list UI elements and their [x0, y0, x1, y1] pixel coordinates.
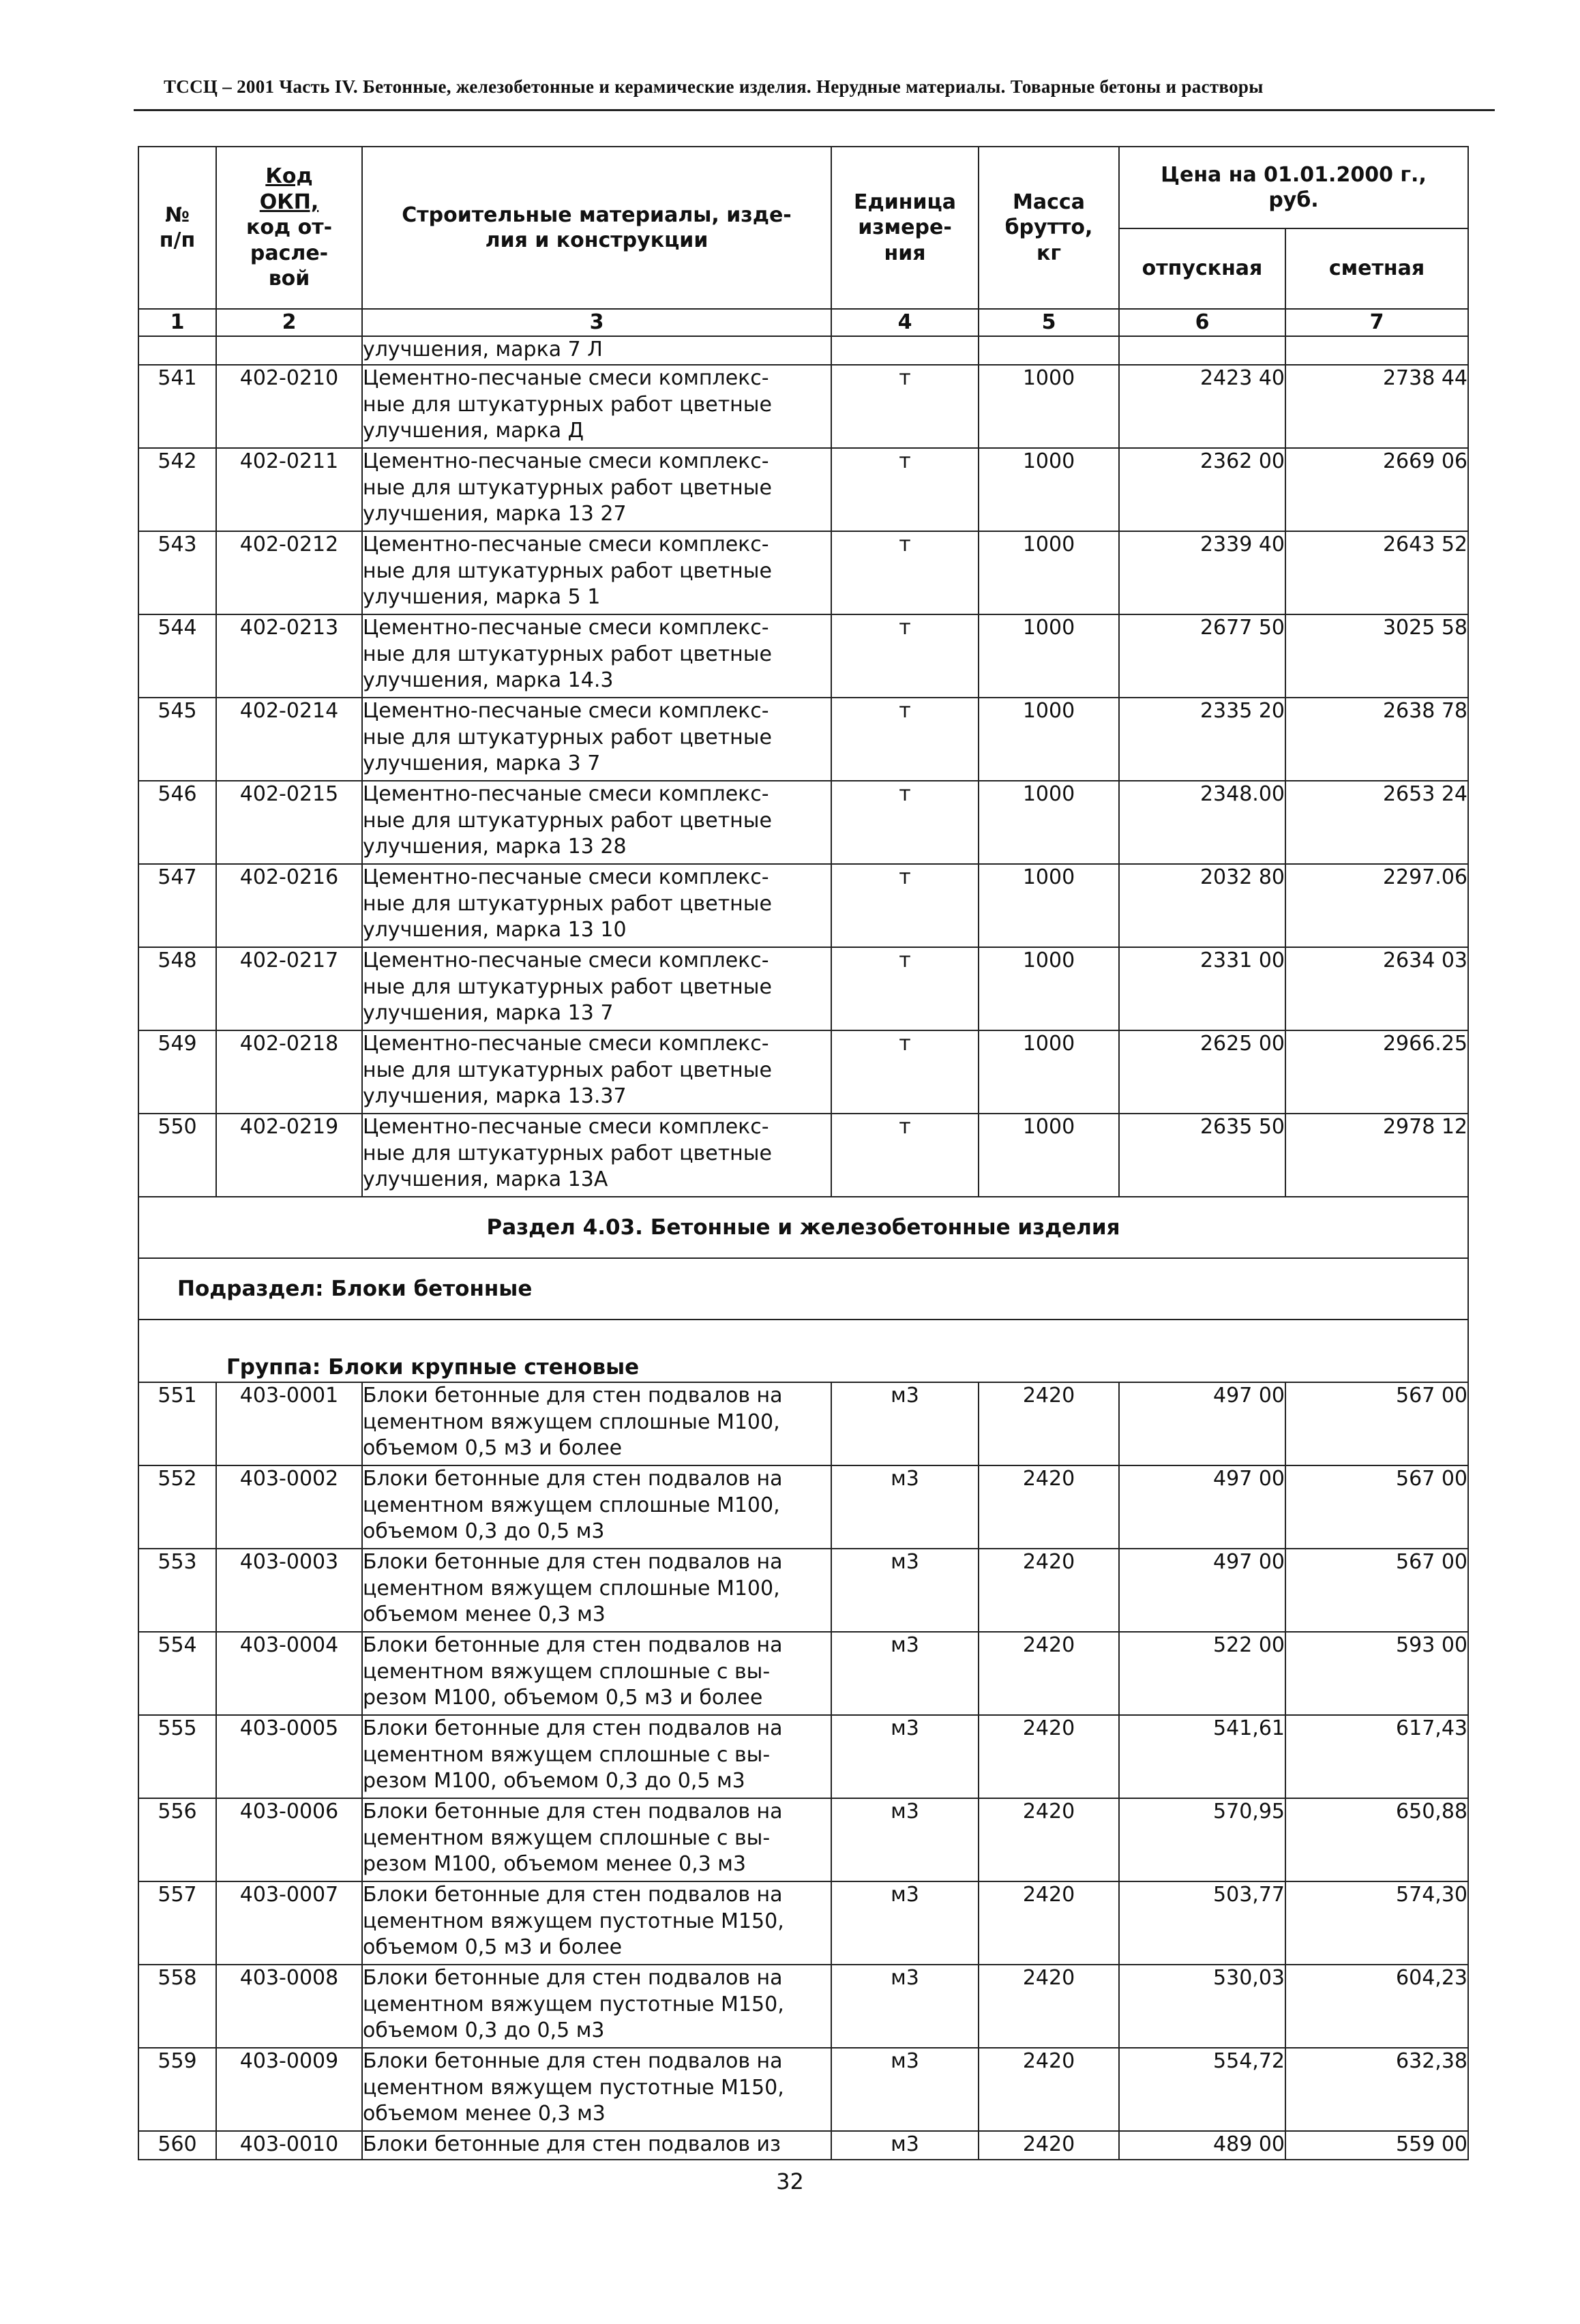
item-name: [362, 1382, 831, 1465]
table-row: [138, 1632, 1468, 1715]
name-line: Цементно-песчаные смеси комплекс-: [363, 699, 769, 723]
gross-mass: 2420: [979, 1632, 1119, 1715]
name-line: улучшения, марка 13А: [363, 1167, 608, 1191]
name-line: ные для штукатурных работ цветные: [363, 974, 772, 999]
item-name: [362, 1549, 831, 1632]
table-row: [138, 1114, 1468, 1197]
estimate-price: 2653 24: [1285, 781, 1468, 864]
okp-code: 403-0004: [216, 1632, 362, 1715]
estimate-price: 2738 44: [1285, 365, 1468, 448]
estimate-price: 650,88: [1285, 1798, 1468, 1881]
table-row: [138, 1715, 1468, 1798]
release-price: 2331 00: [1119, 947, 1285, 1030]
row-number: 546: [138, 781, 216, 864]
okp-code: 403-0001: [216, 1382, 362, 1465]
gross-mass: 2420: [979, 1798, 1119, 1881]
empty-cell: [1285, 336, 1468, 365]
header-num: № п/п: [138, 147, 216, 309]
subsection-title: Подраздел: Блоки бетонные: [138, 1258, 1468, 1320]
unit: т: [831, 947, 979, 1030]
header-price-estimate: сметная: [1285, 228, 1468, 309]
continuation-row: [138, 336, 1468, 365]
name-line: улучшения, марка 3 7: [363, 751, 601, 775]
estimate-price: 567 00: [1285, 1549, 1468, 1632]
row-number: 547: [138, 864, 216, 947]
table-row: [138, 864, 1468, 947]
okp-code: 402-0217: [216, 947, 362, 1030]
row-number: 558: [138, 1965, 216, 2048]
name-line: цементном вяжущем пустотные М150,: [363, 1909, 784, 1933]
okp-code: 403-0006: [216, 1798, 362, 1881]
unit: т: [831, 531, 979, 614]
subsection-title-row: [138, 1258, 1468, 1320]
name-line: цементном вяжущем сплошные с вы-: [363, 1742, 771, 1767]
gross-mass: 2420: [979, 2048, 1119, 2131]
table-row: [138, 698, 1468, 781]
estimate-price: 574,30: [1285, 1881, 1468, 1965]
name-line: улучшения, марка Д: [363, 419, 584, 443]
gross-mass: 1000: [979, 781, 1119, 864]
gross-mass: 2420: [979, 1382, 1119, 1465]
release-price: 2423 40: [1119, 365, 1285, 448]
name-line: Блоки бетонные для стен подвалов на: [363, 1467, 783, 1491]
table-row: [138, 781, 1468, 864]
column-number: 4: [831, 309, 979, 336]
name-line: резом М100, объемом 0,5 м3 и более: [363, 1686, 763, 1710]
estimate-price: 2978 12: [1285, 1114, 1468, 1197]
empty-cell: [216, 336, 362, 365]
row-number: 555: [138, 1715, 216, 1798]
name-line: ные для штукатурных работ цветные: [363, 642, 772, 666]
name-line: ные для штукатурных работ цветные: [363, 1058, 772, 1082]
item-name: [362, 1632, 831, 1715]
name-line: Цементно-песчаные смеси комплекс-: [363, 1032, 769, 1056]
item-name: [362, 614, 831, 698]
okp-code: 402-0218: [216, 1030, 362, 1114]
okp-code: 402-0210: [216, 365, 362, 448]
name-line: Цементно-песчаные смеси комплекс-: [363, 949, 769, 972]
gross-mass: 2420: [979, 2131, 1119, 2160]
item-name: [362, 1881, 831, 1965]
header-mass: Масса брутто, кг: [979, 147, 1119, 309]
name-line: ные для штукатурных работ цветные: [363, 475, 772, 500]
item-name: [362, 1715, 831, 1798]
row-number: 541: [138, 365, 216, 448]
section-title: Раздел 4.03. Бетонные и железобетонные изделия: [138, 1197, 1468, 1258]
unit: м3: [831, 1549, 979, 1632]
okp-code: 402-0213: [216, 614, 362, 698]
row-number: 548: [138, 947, 216, 1030]
name-line: улучшения, марка 13 28: [363, 835, 627, 859]
okp-code: 403-0002: [216, 1465, 362, 1549]
name-line: ные для штукатурных работ цветные: [363, 808, 772, 833]
table-row: [138, 2131, 1468, 2160]
gross-mass: 2420: [979, 1465, 1119, 1549]
gross-mass: 1000: [979, 614, 1119, 698]
okp-code: 403-0003: [216, 1549, 362, 1632]
unit: м3: [831, 1382, 979, 1465]
name-line: цементном вяжущем сплошные с вы-: [363, 1826, 771, 1850]
name-line: Цементно-песчаные смеси комплекс-: [363, 366, 769, 390]
name-line: цементном вяжущем пустотные М150,: [363, 1992, 784, 2016]
name-line: Блоки бетонные для стен подвалов на: [363, 1550, 783, 1574]
estimate-price: 2634 03: [1285, 947, 1468, 1030]
row-number: 556: [138, 1798, 216, 1881]
estimate-price: 3025 58: [1285, 614, 1468, 698]
row-number: 553: [138, 1549, 216, 1632]
name-line: цементном вяжущем сплошные М100,: [363, 1410, 780, 1434]
okp-code: 402-0219: [216, 1114, 362, 1197]
empty-cell: [138, 336, 216, 365]
group-title-row: [138, 1320, 1468, 1382]
gross-mass: 1000: [979, 448, 1119, 531]
table-row: [138, 531, 1468, 614]
release-price: 2348.00: [1119, 781, 1285, 864]
column-number: 1: [138, 309, 216, 336]
header-price-release: отпускная: [1119, 228, 1285, 309]
name-line: Блоки бетонные для стен подвалов на: [363, 1384, 783, 1407]
item-name: [362, 1965, 831, 2048]
column-number: 3: [362, 309, 831, 336]
gross-mass: 1000: [979, 1114, 1119, 1197]
okp-code: 403-0008: [216, 1965, 362, 2048]
row-number: 544: [138, 614, 216, 698]
table-row: [138, 2048, 1468, 2131]
continuation-text: улучшения, марка 7 Л: [362, 336, 831, 365]
name-line: Цементно-песчаные смеси комплекс-: [363, 449, 769, 473]
name-line: улучшения, марка 13.37: [363, 1084, 627, 1108]
item-name: [362, 1798, 831, 1881]
header-name: Строительные материалы, изде- лия и конструкции: [362, 147, 831, 309]
gross-mass: 2420: [979, 1965, 1119, 2048]
name-line: улучшения, марка 13 7: [363, 1001, 614, 1025]
name-line: цементном вяжущем сплошные М100,: [363, 1576, 780, 1600]
row-number: 559: [138, 2048, 216, 2131]
section-title-row: [138, 1197, 1468, 1258]
empty-cell: [979, 336, 1119, 365]
name-line: цементном вяжущем сплошные М100,: [363, 1493, 780, 1517]
gross-mass: 2420: [979, 1715, 1119, 1798]
table-header: [138, 147, 1468, 309]
unit: т: [831, 448, 979, 531]
unit: т: [831, 1114, 979, 1197]
name-line: объемом менее 0,3 м3: [363, 1603, 606, 1626]
name-line: Цементно-песчаные смеси комплекс-: [363, 1115, 769, 1139]
okp-code: 402-0211: [216, 448, 362, 531]
gross-mass: 2420: [979, 1549, 1119, 1632]
unit: т: [831, 781, 979, 864]
release-price: 522 00: [1119, 1632, 1285, 1715]
release-price: 497 00: [1119, 1382, 1285, 1465]
estimate-price: 2643 52: [1285, 531, 1468, 614]
name-line: цементном вяжущем пустотные М150,: [363, 2075, 784, 2100]
table-row: [138, 1382, 1468, 1465]
header-unit: Единица измере- ния: [831, 147, 979, 309]
estimate-price: 567 00: [1285, 1465, 1468, 1549]
release-price: 554,72: [1119, 2048, 1285, 2131]
name-line: резом М100, объемом менее 0,3 м3: [363, 1852, 746, 1876]
column-number: 7: [1285, 309, 1468, 336]
column-number: 6: [1119, 309, 1285, 336]
estimate-price: 617,43: [1285, 1715, 1468, 1798]
release-price: 497 00: [1119, 1549, 1285, 1632]
row-number: 549: [138, 1030, 216, 1114]
row-number: 545: [138, 698, 216, 781]
release-price: 541,61: [1119, 1715, 1285, 1798]
okp-code: 402-0214: [216, 698, 362, 781]
item-name: [362, 781, 831, 864]
row-number: 551: [138, 1382, 216, 1465]
table-row: [138, 1881, 1468, 1965]
gross-mass: 2420: [979, 1881, 1119, 1965]
okp-code: 403-0009: [216, 2048, 362, 2131]
empty-cell: [831, 336, 979, 365]
release-price: 2335 20: [1119, 698, 1285, 781]
name-line: улучшения, марка 13 10: [363, 918, 627, 942]
item-name: [362, 1030, 831, 1114]
item-name: Блоки бетонные для стен подвалов из: [362, 2131, 831, 2160]
table-row: [138, 1549, 1468, 1632]
estimate-price: 567 00: [1285, 1382, 1468, 1465]
unit: м3: [831, 1798, 979, 1881]
unit: м3: [831, 1632, 979, 1715]
row-number: 542: [138, 448, 216, 531]
item-name: [362, 448, 831, 531]
unit: т: [831, 864, 979, 947]
header-rule: [134, 109, 1495, 111]
table-row: [138, 1798, 1468, 1881]
name-line: резом М100, объемом 0,3 до 0,5 м3: [363, 1769, 745, 1793]
item-name: [362, 1465, 831, 1549]
name-line: Цементно-песчаные смеси комплекс-: [363, 865, 769, 889]
release-price: 2625 00: [1119, 1030, 1285, 1114]
group-title: Группа: Блоки крупные стеновые: [138, 1320, 1468, 1382]
unit: т: [831, 698, 979, 781]
name-line: ные для штукатурных работ цветные: [363, 1141, 772, 1165]
unit: т: [831, 365, 979, 448]
unit: м3: [831, 2131, 979, 2160]
item-name: [362, 698, 831, 781]
table-row: [138, 1030, 1468, 1114]
gross-mass: 1000: [979, 365, 1119, 448]
estimate-price: 559 00: [1285, 2131, 1468, 2160]
name-line: улучшения, марка 13 27: [363, 502, 627, 526]
release-price: 2635 50: [1119, 1114, 1285, 1197]
row-number: 560: [138, 2131, 216, 2160]
name-line: Цементно-песчаные смеси комплекс-: [363, 533, 769, 556]
row-number: 554: [138, 1632, 216, 1715]
name-line: объемом 0,5 м3 и более: [363, 1436, 623, 1460]
unit: м3: [831, 1715, 979, 1798]
release-price: 2362 00: [1119, 448, 1285, 531]
name-line: ные для штукатурных работ цветные: [363, 558, 772, 583]
gross-mass: 1000: [979, 1030, 1119, 1114]
gross-mass: 1000: [979, 947, 1119, 1030]
unit: м3: [831, 1965, 979, 2048]
okp-code: 403-0010: [216, 2131, 362, 2160]
unit: т: [831, 614, 979, 698]
release-price: 489 00: [1119, 2131, 1285, 2160]
estimate-price: 2638 78: [1285, 698, 1468, 781]
item-name: [362, 2048, 831, 2131]
item-name: [362, 531, 831, 614]
page-number: 32: [776, 2169, 804, 2194]
item-name: [362, 365, 831, 448]
column-number: 2: [216, 309, 362, 336]
name-line: ные для штукатурных работ цветные: [363, 725, 772, 749]
okp-code: 402-0212: [216, 531, 362, 614]
okp-code: 403-0005: [216, 1715, 362, 1798]
name-line: Блоки бетонные для стен подвалов на: [363, 1883, 783, 1907]
row-number: 552: [138, 1465, 216, 1549]
name-line: ные для штукатурных работ цветные: [363, 891, 772, 916]
okp-code: 402-0215: [216, 781, 362, 864]
release-price: 497 00: [1119, 1465, 1285, 1549]
row-number: 550: [138, 1114, 216, 1197]
item-name: [362, 1114, 831, 1197]
name-line: объемом 0,3 до 0,5 м3: [363, 2018, 605, 2042]
name-line: объемом 0,5 м3 и более: [363, 1935, 623, 1959]
name-line: объемом менее 0,3 м3: [363, 2102, 606, 2126]
unit: м3: [831, 2048, 979, 2131]
name-line: Блоки бетонные для стен подвалов на: [363, 1633, 783, 1657]
unit: м3: [831, 1465, 979, 1549]
release-price: 570,95: [1119, 1798, 1285, 1881]
estimate-price: 632,38: [1285, 2048, 1468, 2131]
table-row: [138, 614, 1468, 698]
gross-mass: 1000: [979, 864, 1119, 947]
column-number: 5: [979, 309, 1119, 336]
column-number-row: [138, 309, 1468, 336]
row-number: 543: [138, 531, 216, 614]
release-price: 2339 40: [1119, 531, 1285, 614]
name-line: улучшения, марка 14.3: [363, 668, 614, 692]
name-line: Блоки бетонные для стен подвалов на: [363, 2049, 783, 2073]
table-row: [138, 365, 1468, 448]
name-line: Блоки бетонные для стен подвалов на: [363, 1716, 783, 1740]
header-price: Цена на 01.01.2000 г., руб.: [1119, 147, 1468, 228]
estimate-price: 2966.25: [1285, 1030, 1468, 1114]
release-price: 2032 80: [1119, 864, 1285, 947]
okp-code: 403-0007: [216, 1881, 362, 1965]
table-row: [138, 1465, 1468, 1549]
item-name: [362, 947, 831, 1030]
estimate-price: 593 00: [1285, 1632, 1468, 1715]
header-code: Код ОКП, код от- расле- вой: [216, 147, 362, 309]
name-line: улучшения, марка 5 1: [363, 585, 601, 609]
price-table: [138, 146, 1469, 2160]
name-line: Цементно-песчаные смеси комплекс-: [363, 782, 769, 806]
table-row: [138, 947, 1468, 1030]
release-price: 503,77: [1119, 1881, 1285, 1965]
empty-cell: [1119, 336, 1285, 365]
row-number: 557: [138, 1881, 216, 1965]
release-price: 530,03: [1119, 1965, 1285, 2048]
estimate-price: 2669 06: [1285, 448, 1468, 531]
name-line: объемом 0,3 до 0,5 м3: [363, 1519, 605, 1543]
unit: т: [831, 1030, 979, 1114]
running-header: ТССЦ – 2001 Часть IV. Бетонные, железобетонные и керамические изделия. Нерудные материалы. Товарные бетоны и растворы: [164, 76, 1264, 97]
item-name: [362, 864, 831, 947]
name-line: цементном вяжущем сплошные с вы-: [363, 1659, 771, 1684]
table-row: [138, 1965, 1468, 2048]
estimate-price: 2297.06: [1285, 864, 1468, 947]
name-line: Блоки бетонные для стен подвалов на: [363, 1800, 783, 1823]
name-line: Цементно-песчаные смеси комплекс-: [363, 616, 769, 640]
name-line: ные для штукатурных работ цветные: [363, 392, 772, 417]
estimate-price: 604,23: [1285, 1965, 1468, 2048]
name-line: Блоки бетонные для стен подвалов на: [363, 1966, 783, 1990]
table-row: [138, 448, 1468, 531]
release-price: 2677 50: [1119, 614, 1285, 698]
unit: м3: [831, 1881, 979, 1965]
okp-code: 402-0216: [216, 864, 362, 947]
gross-mass: 1000: [979, 698, 1119, 781]
gross-mass: 1000: [979, 531, 1119, 614]
